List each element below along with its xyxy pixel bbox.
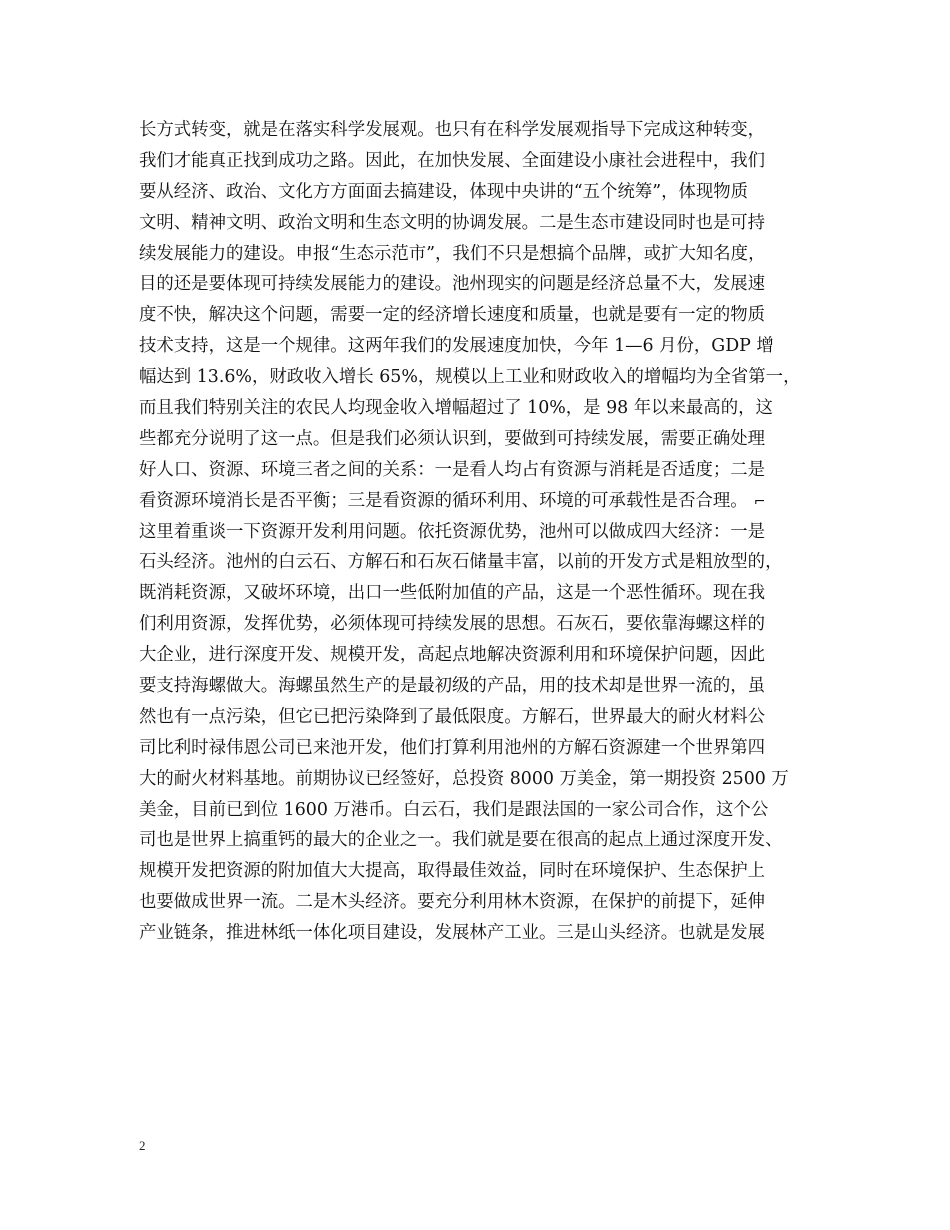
body-text — [139, 115, 819, 949]
text-line: 司也是世界上搞重钙的最大的企业之一。我们就是要在很高的起点上通过深度开发、 — [139, 830, 783, 851]
text-line: 些都充分说明了这一点。但是我们必须认识到，要做到可持续发展，需要正确处理 — [139, 428, 766, 449]
text-line: 度不快，解决这个问题，需要一定的经济增长速度和质量，也就是要有一定的物质 — [139, 305, 766, 326]
text-line: 大的耐火材料基地。前期协议已经签好，总投资 8000 万美金，第一期投资 2500 万 — [139, 768, 789, 789]
text-line: 幅达到 13.6%，财政收入增长 65%，规模以上工业和财政收入的增幅均为全省第一， — [139, 367, 801, 388]
text-line: 这里着重谈一下资源开发利用问题。依托资源优势，池州可以做成四大经济：一是 — [139, 521, 766, 542]
text-line: 技术支持，这是一个规律。这两年我们的发展速度加快，今年 1—6 月份，GDP 增 — [139, 336, 774, 357]
text-line — [139, 486, 819, 517]
text-line: 规模开发把资源的附加值大大提高，取得最佳效益，同时在环境保护、生态保护上 — [139, 861, 766, 882]
text-line: 要从经济、政治、文化方方面面去搞建设，体现中央讲的“五个统筹”，体现物质 — [139, 181, 749, 202]
text-line: 石头经济。池州的白云石、方解石和石灰石储量丰富，以前的开发方式是粗放型的， — [139, 552, 783, 573]
text-line: 大企业，进行深度开发、规模开发，高起点地解决资源利用和环境保护问题，因此 — [139, 645, 766, 666]
text-line: 既消耗资源，又破坏环境，出口一些低附加值的产品，这是一个恶性循环。现在我 — [139, 583, 766, 604]
paragraph-mark-icon: ⌐ — [753, 493, 766, 510]
text-line: 长方式转变，就是在落实科学发展观。也只有在科学发展观指导下完成这种转变， — [139, 120, 766, 140]
text-line: 也要做成世界一流。二是木头经济。要充分利用林木资源，在保护的前提下，延伸 — [139, 892, 766, 913]
text-line: 而且我们特别关注的农民人均现金收入增幅超过了 10%，是 98 年以来最高的，这 — [139, 398, 773, 419]
text-line: 司比利时禄伟恩公司已来池开发，他们打算利用池州的方解石资源建一个世界第四 — [139, 737, 766, 758]
text-line: 要支持海螺做大。海螺虽然生产的是最初级的产品，用的技术却是世界一流的，虽 — [139, 676, 766, 697]
text-line: 们利用资源，发挥优势，必须体现可持续发展的思想。石灰石，要依靠海螺这样的 — [139, 614, 766, 635]
text-line-content: 看资源环境消长是否平衡；三是看资源的循环利用、环境的可承载性是否合理。 — [139, 490, 748, 511]
text-line: 产业链条，推进林纸一体化项目建设，发展林产工业。三是山头经济。也就是发展 — [139, 923, 766, 944]
text-line: 文明、精神文明、政治文明和生态文明的协调发展。二是生态市建设同时也是可持 — [139, 212, 766, 233]
text-line: 续发展能力的建设。申报“生态示范市”，我们不只是想搞个品牌，或扩大知名度， — [139, 243, 766, 264]
text-line: 然也有一点污染，但它已把污染降到了最低限度。方解石，世界最大的耐火材料公 — [139, 706, 766, 727]
text-line: 美金，目前已到位 1600 万港币。白云石，我们是跟法国的一家公司合作，这个公 — [139, 799, 769, 820]
text-line: 目的还是要体现可持续发展能力的建设。池州现实的问题是经济总量不大，发展速 — [139, 274, 766, 295]
text-line: 好人口、资源、环境三者之间的关系：一是看人均占有资源与消耗是否适度；二是 — [139, 459, 766, 480]
page-number: 2 — [139, 1138, 146, 1153]
text-line: 我们才能真正找到成功之路。因此，在加快发展、全面建设小康社会进程中，我们 — [139, 150, 766, 171]
